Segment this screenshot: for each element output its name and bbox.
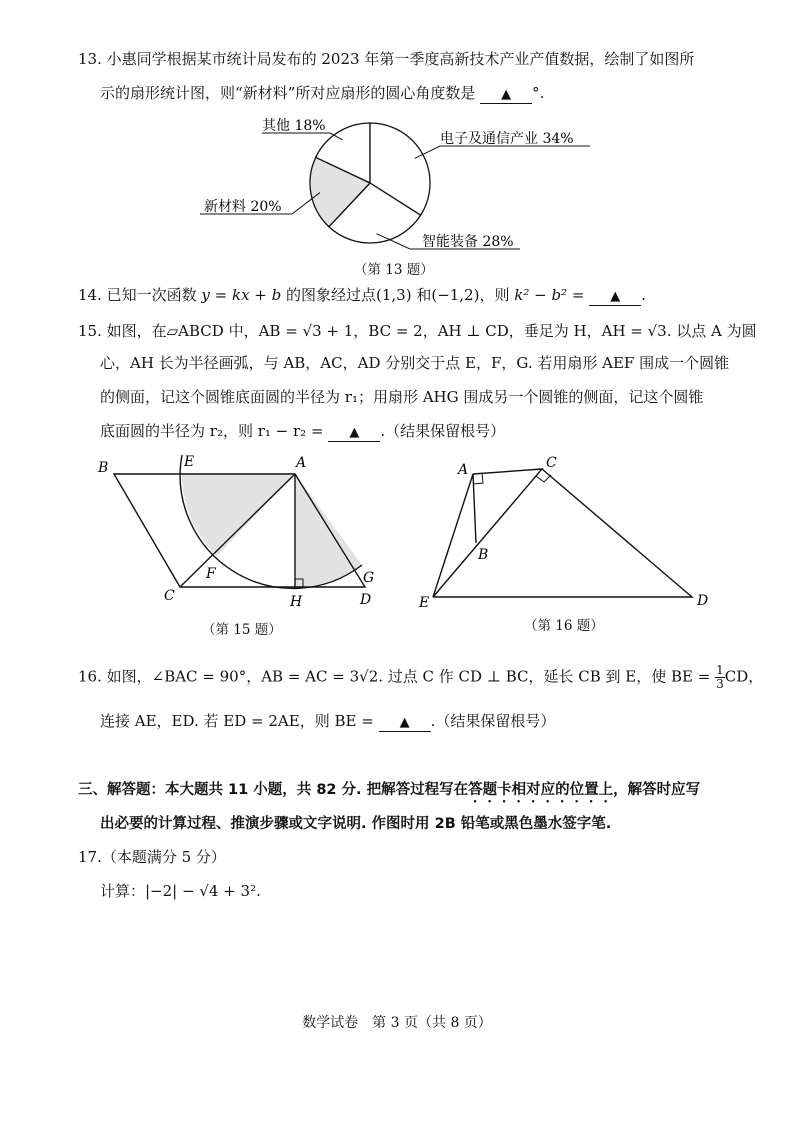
q15-line3: 的侧面，记这个圆锥底面圆的半径为 r₁；用扇形 AHG 围成另一个圆锥的侧面，记这个圆锥 [100, 388, 704, 406]
section3-emphasis: 答题卡相对应的位置上 [468, 782, 614, 798]
label-d: D [697, 593, 709, 609]
label-a: A [296, 455, 307, 471]
q16-fraction [715, 664, 725, 691]
triangle-ace [433, 469, 542, 597]
label-g: G [363, 570, 375, 586]
q13-pie-chart [190, 108, 610, 258]
pie-leader-1 [415, 146, 590, 158]
q17-title: 17.（本题满分 5 分） [78, 848, 226, 866]
label-d: D [360, 592, 372, 608]
label-b: B [98, 460, 109, 476]
frac-denominator: 3 [716, 677, 724, 691]
label-e: E [419, 595, 430, 611]
pie-slices [310, 123, 430, 243]
page-footer: 数学试卷 第 3 页（共 8 页） [302, 1015, 492, 1031]
q14-text-b: 的图象经过点(1,3) 和(−1,2)，则 [281, 286, 515, 304]
q16-line1b: CD， [724, 667, 764, 686]
q14-answer-blank: ▲ [589, 289, 641, 306]
pie-label-1: 电子及通信产业 34% [440, 131, 574, 147]
sector-aef [182, 474, 295, 556]
label-f: F [206, 566, 216, 582]
q14-expression: k² − b² = [514, 286, 585, 304]
q13-unit: °. [532, 84, 545, 102]
q15-line4 [100, 420, 505, 442]
q13-caption: （第 13 题） [354, 262, 434, 278]
q13-line2-text: 示的扇形统计图，则“新材料”所对应扇形的圆心角度数是 [100, 84, 476, 102]
label-c: C [546, 455, 557, 471]
label-h: H [290, 594, 303, 610]
label-e: E [184, 454, 195, 470]
section3-text-b: ，解答时应写 [613, 782, 701, 798]
pie-label-2: 智能装备 28% [422, 234, 514, 250]
q16-figure [410, 452, 730, 612]
right-angle-a [473, 473, 483, 484]
right-angle-c [536, 475, 551, 482]
q16-line2-text: 连接 AE，ED. 若 ED = 2AE，则 BE = [100, 712, 374, 730]
q13-answer-blank: ▲ [480, 87, 532, 104]
q16-answer-blank: ▲ [379, 715, 431, 732]
q15-line1: 15. 如图，在▱ABCD 中，AB = √3 + 1，BC = 2，AH ⊥ CD，垂足为 H，AH = √3. 以点 A 为圆 [78, 322, 757, 340]
q16-end: .（结果保留根号） [430, 712, 556, 730]
q16-line2 [100, 710, 555, 732]
section3-text-a: 三、解答题：本大题共 11 小题，共 82 分. 把解答过程写在 [78, 782, 469, 798]
q14-line [78, 284, 646, 306]
q15-end: .（结果保留根号） [380, 422, 506, 440]
q15-line4-text: 底面圆的半径为 r₂，则 r₁ − r₂ = [100, 422, 324, 440]
q14-equation: y = kx + b [201, 286, 282, 304]
label-b: B [478, 547, 489, 563]
q14-end: . [641, 286, 646, 304]
section3-line1 [78, 778, 700, 806]
label-a: A [458, 462, 469, 478]
q17-body: 计算：|−2| − √4 + 3². [100, 882, 261, 900]
frac-numerator: 1 [716, 663, 724, 677]
q15-caption: （第 15 题） [202, 622, 282, 638]
q15-answer-blank: ▲ [328, 425, 380, 442]
q14-text-a: 14. 已知一次函数 [78, 286, 202, 304]
pie-label-0: 其他 18% [262, 118, 326, 134]
label-c: C [164, 588, 175, 604]
q16-line1 [78, 664, 763, 691]
triangle-cde [433, 469, 692, 597]
section3-line2: 出必要的计算过程、推演步骤或文字说明. 作图时用 2B 铅笔或黑色墨水签字笔. [100, 816, 612, 832]
q15-figure [90, 452, 390, 612]
q13-line2 [100, 82, 544, 104]
q15-line2: 心，AH 长为半径画弧，与 AB，AC，AD 分别交于点 E，F，G. 若用扇形 AEF 围成一个圆锥 [100, 354, 730, 372]
pie-label-3: 新材料 20% [204, 199, 282, 215]
q16-line1a: 16. 如图，∠BAC = 90°，AB = AC = 3√2. 过点 C 作 CD ⊥ BC，延长 CB 到 E，使 BE = [78, 667, 711, 686]
q16-caption: （第 16 题） [524, 618, 604, 634]
q13-line1: 13. 小惠同学根据某市统计局发布的 2023 年第一季度高新技术产业产值数据，绘制了如图所 [78, 50, 695, 68]
